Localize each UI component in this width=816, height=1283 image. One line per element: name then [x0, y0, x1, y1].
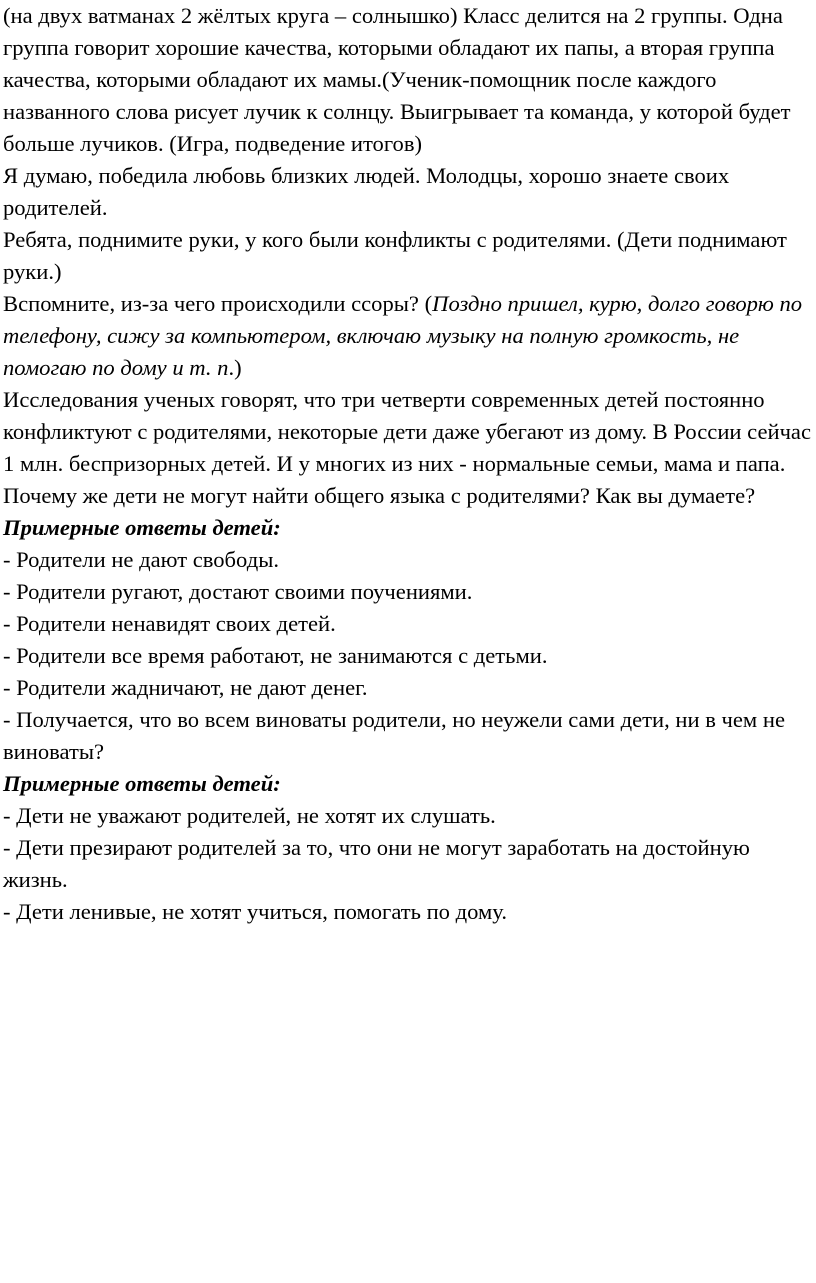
answer-item: - Дети презирают родителей за то, что они не могут заработать на достойную жизнь.	[3, 835, 750, 892]
question-quarrels-tail: .)	[228, 355, 242, 380]
quarrel-examples: Поздно пришел, курю, долго говорю по телефону, сижу за компьютером, включаю музыку на полную громкость, не помогаю по дому и т. п	[3, 291, 803, 380]
answer-item: - Родители не дают свободы.	[3, 547, 280, 572]
question-quarrels-lead: Вспомните, из-за чего происходили ссоры? (	[3, 291, 433, 316]
answer-item: - Дети не уважают родителей, не хотят их слушать.	[3, 803, 496, 828]
answers-heading-2: Примерные ответы детей:	[3, 771, 281, 796]
intro-block	[3, 0, 813, 224]
answers-heading-1: Примерные ответы детей:	[3, 515, 281, 540]
intro-conclusion: Я думаю, победила любовь близких людей. Молодцы, хорошо знаете своих родителей.	[3, 163, 730, 220]
answer-item: - Родители все время работают, не занимаются с детьми.	[3, 643, 548, 668]
intro-paragraph: (на двух ватманах 2 жёлтых круга – солнышко) Класс делится на 2 группы. Одна группа говорит хорошие качества, которыми обладают их папы, а вторая группа качества, которыми обладают их мамы.(Ученик-помощник после каждого названного слова рисует лучик к солнцу. Выигрывает та команда, у которой будет больше лучиков. (Игра, подведение итогов)	[3, 3, 791, 156]
answer-item: - Дети ленивые, не хотят учиться, помогать по дому.	[3, 899, 507, 924]
question-children-blame: - Получается, что во всем виноваты родители, но неужели сами дети, ни в чем не виноваты?	[3, 707, 785, 764]
answer-item: - Родители ненавидят своих детей.	[3, 611, 336, 636]
answer-item: - Родители ругают, достают своими поучениями.	[3, 579, 473, 604]
answer-item: - Родители жадничают, не дают денег.	[3, 675, 368, 700]
question-conflicts: Ребята, поднимите руки, у кого были конфликты с родителями. (Дети поднимают руки.)	[3, 227, 787, 284]
question-quarrels	[3, 288, 813, 384]
research-paragraph: Исследования ученых говорят, что три четверти современных детей постоянно конфликтуют с родителями, некоторые дети даже убегают из дому. В России сейчас 1 млн. беспризорных детей. И у многих из них - нормальные семьи, мама и папа. Почему же дети не могут найти общего языка с родителями? Как вы думаете?	[3, 387, 811, 508]
